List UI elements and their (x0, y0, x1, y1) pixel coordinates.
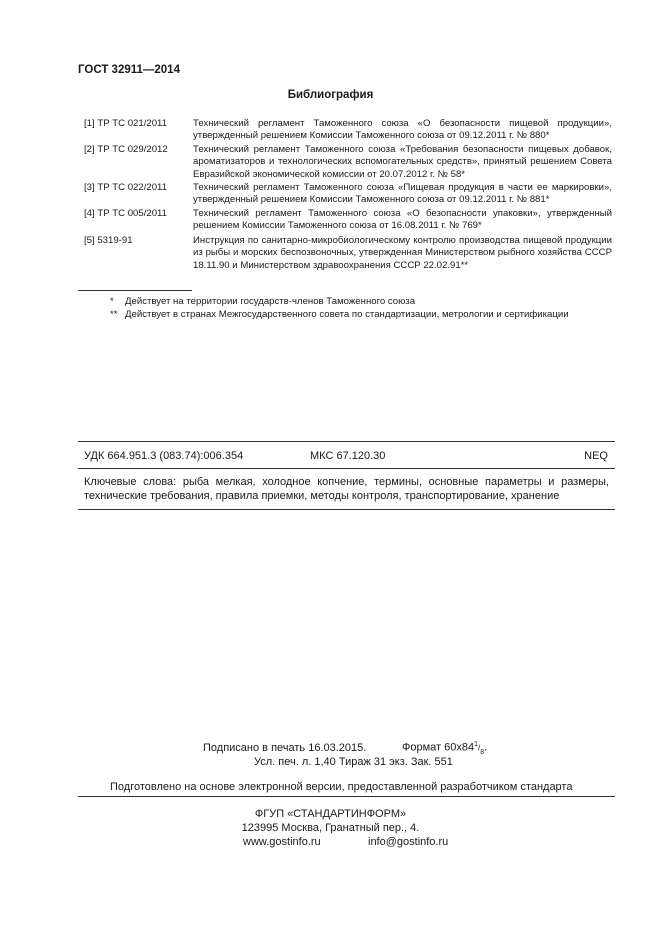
bibliography-entry-4 (84, 208, 612, 233)
format-numerator: 1 (474, 741, 479, 748)
neq-label: NEQ (584, 450, 608, 462)
bibliography-ref: [4] ТР ТС 005/2011 (84, 208, 168, 219)
bibliography-text: Технический регламент Таможенного союза «Требования безопасности пищевых добавок, ароматизаторов и технологических вспомогательных средств», принятый решением Совета Евразийской экономической комиссии от 20.07.2012 г. № 58* (193, 144, 612, 180)
mks-code: МКС 67.120.30 (310, 450, 386, 462)
classification-top-rule (78, 441, 615, 442)
signed-date: Подписано в печать 16.03.2015. (203, 742, 367, 754)
bibliography-entry-1 (84, 118, 612, 143)
footnote-text: Действует в странах Межгосударственного совета по стандартизации, метрологии и сертификации (125, 309, 569, 320)
prepared-note: Подготовлено на основе электронной версии, предоставленной разработчиком стандарта (110, 781, 573, 793)
bibliography-text: Технический регламент Таможенного союза «О безопасности упаковки», утвержденный решением Комиссии Таможенного союза от 16.08.2011 г. № 769* (193, 208, 612, 232)
bibliography-text: Технический регламент Таможенного союза «Пищевая продукция в части ее маркировки», утвержденный решением Комиссии Таможенного союза от 09.12.2011 г. № 881* (193, 182, 612, 206)
bibliography-entry-3 (84, 182, 612, 207)
footnote-text: Действует на территории государств-членов Таможенного союза (125, 296, 416, 307)
section-title: Библиография (287, 89, 374, 101)
format: Формат $60x84^1/_8$. (402, 741, 488, 756)
format-denominator: 8 (480, 748, 485, 756)
bibliography-ref: [5] 5319-91 (84, 235, 133, 246)
bibliography-entry-5 (84, 235, 612, 272)
publisher-name: ФГУП «СТАНДАРТИНФОРМ» (254, 808, 407, 820)
udk-code: УДК 664.951.3 (083.74):006.354 (84, 450, 244, 462)
publisher-email[interactable]: info@gostinfo.ru (368, 836, 449, 848)
footnote-mark: * (110, 296, 114, 307)
classification-middle-rule (78, 468, 615, 469)
bibliography-ref: [3] ТР ТС 022/2011 (84, 182, 168, 193)
publisher-website[interactable]: www.gostinfo.ru (243, 836, 321, 848)
prepared-rule (78, 796, 615, 797)
footnote-separator (78, 290, 192, 291)
standard-number: ГОСТ 32911—2014 (78, 64, 180, 76)
format-suffix: . (484, 741, 488, 754)
bibliography-ref: [1] ТР ТС 021/2011 (84, 118, 168, 129)
keywords: Ключевые слова: рыба мелкая, холодное копчение, термины, основные параметры и размеры, технические требования, правила приемки, методы контроля, транспортирование, хранение (84, 476, 609, 502)
format-prefix: Формат 60x84 (402, 741, 475, 754)
classification-bottom-rule (78, 509, 615, 510)
bibliography-text: Инструкция по санитарно-микробиологическому контролю производства пищевой продукции из рыбы и морских беспозвоночных, утвержденная Министерством рыбного хозяйства СССР 18.11.90 и Министерством здравоохранения СССР 22.02.91** (193, 235, 612, 271)
print-sheets: Усл. печ. л. 1,40 Тираж 31 экз. Зак. 551 (254, 756, 453, 768)
publisher-address: 123995 Москва, Гранатный пер., 4. (241, 822, 420, 834)
bibliography-text: Технический регламент Таможенного союза «О безопасности пищевой продукции», утвержденный решением Комиссии Таможенного союза от 09.12.2011 г. № 880* (193, 118, 612, 142)
bibliography-ref: [2] ТР ТС 029/2012 (84, 144, 168, 155)
footnote-mark: ** (110, 309, 118, 320)
bibliography-entry-2 (84, 144, 612, 181)
